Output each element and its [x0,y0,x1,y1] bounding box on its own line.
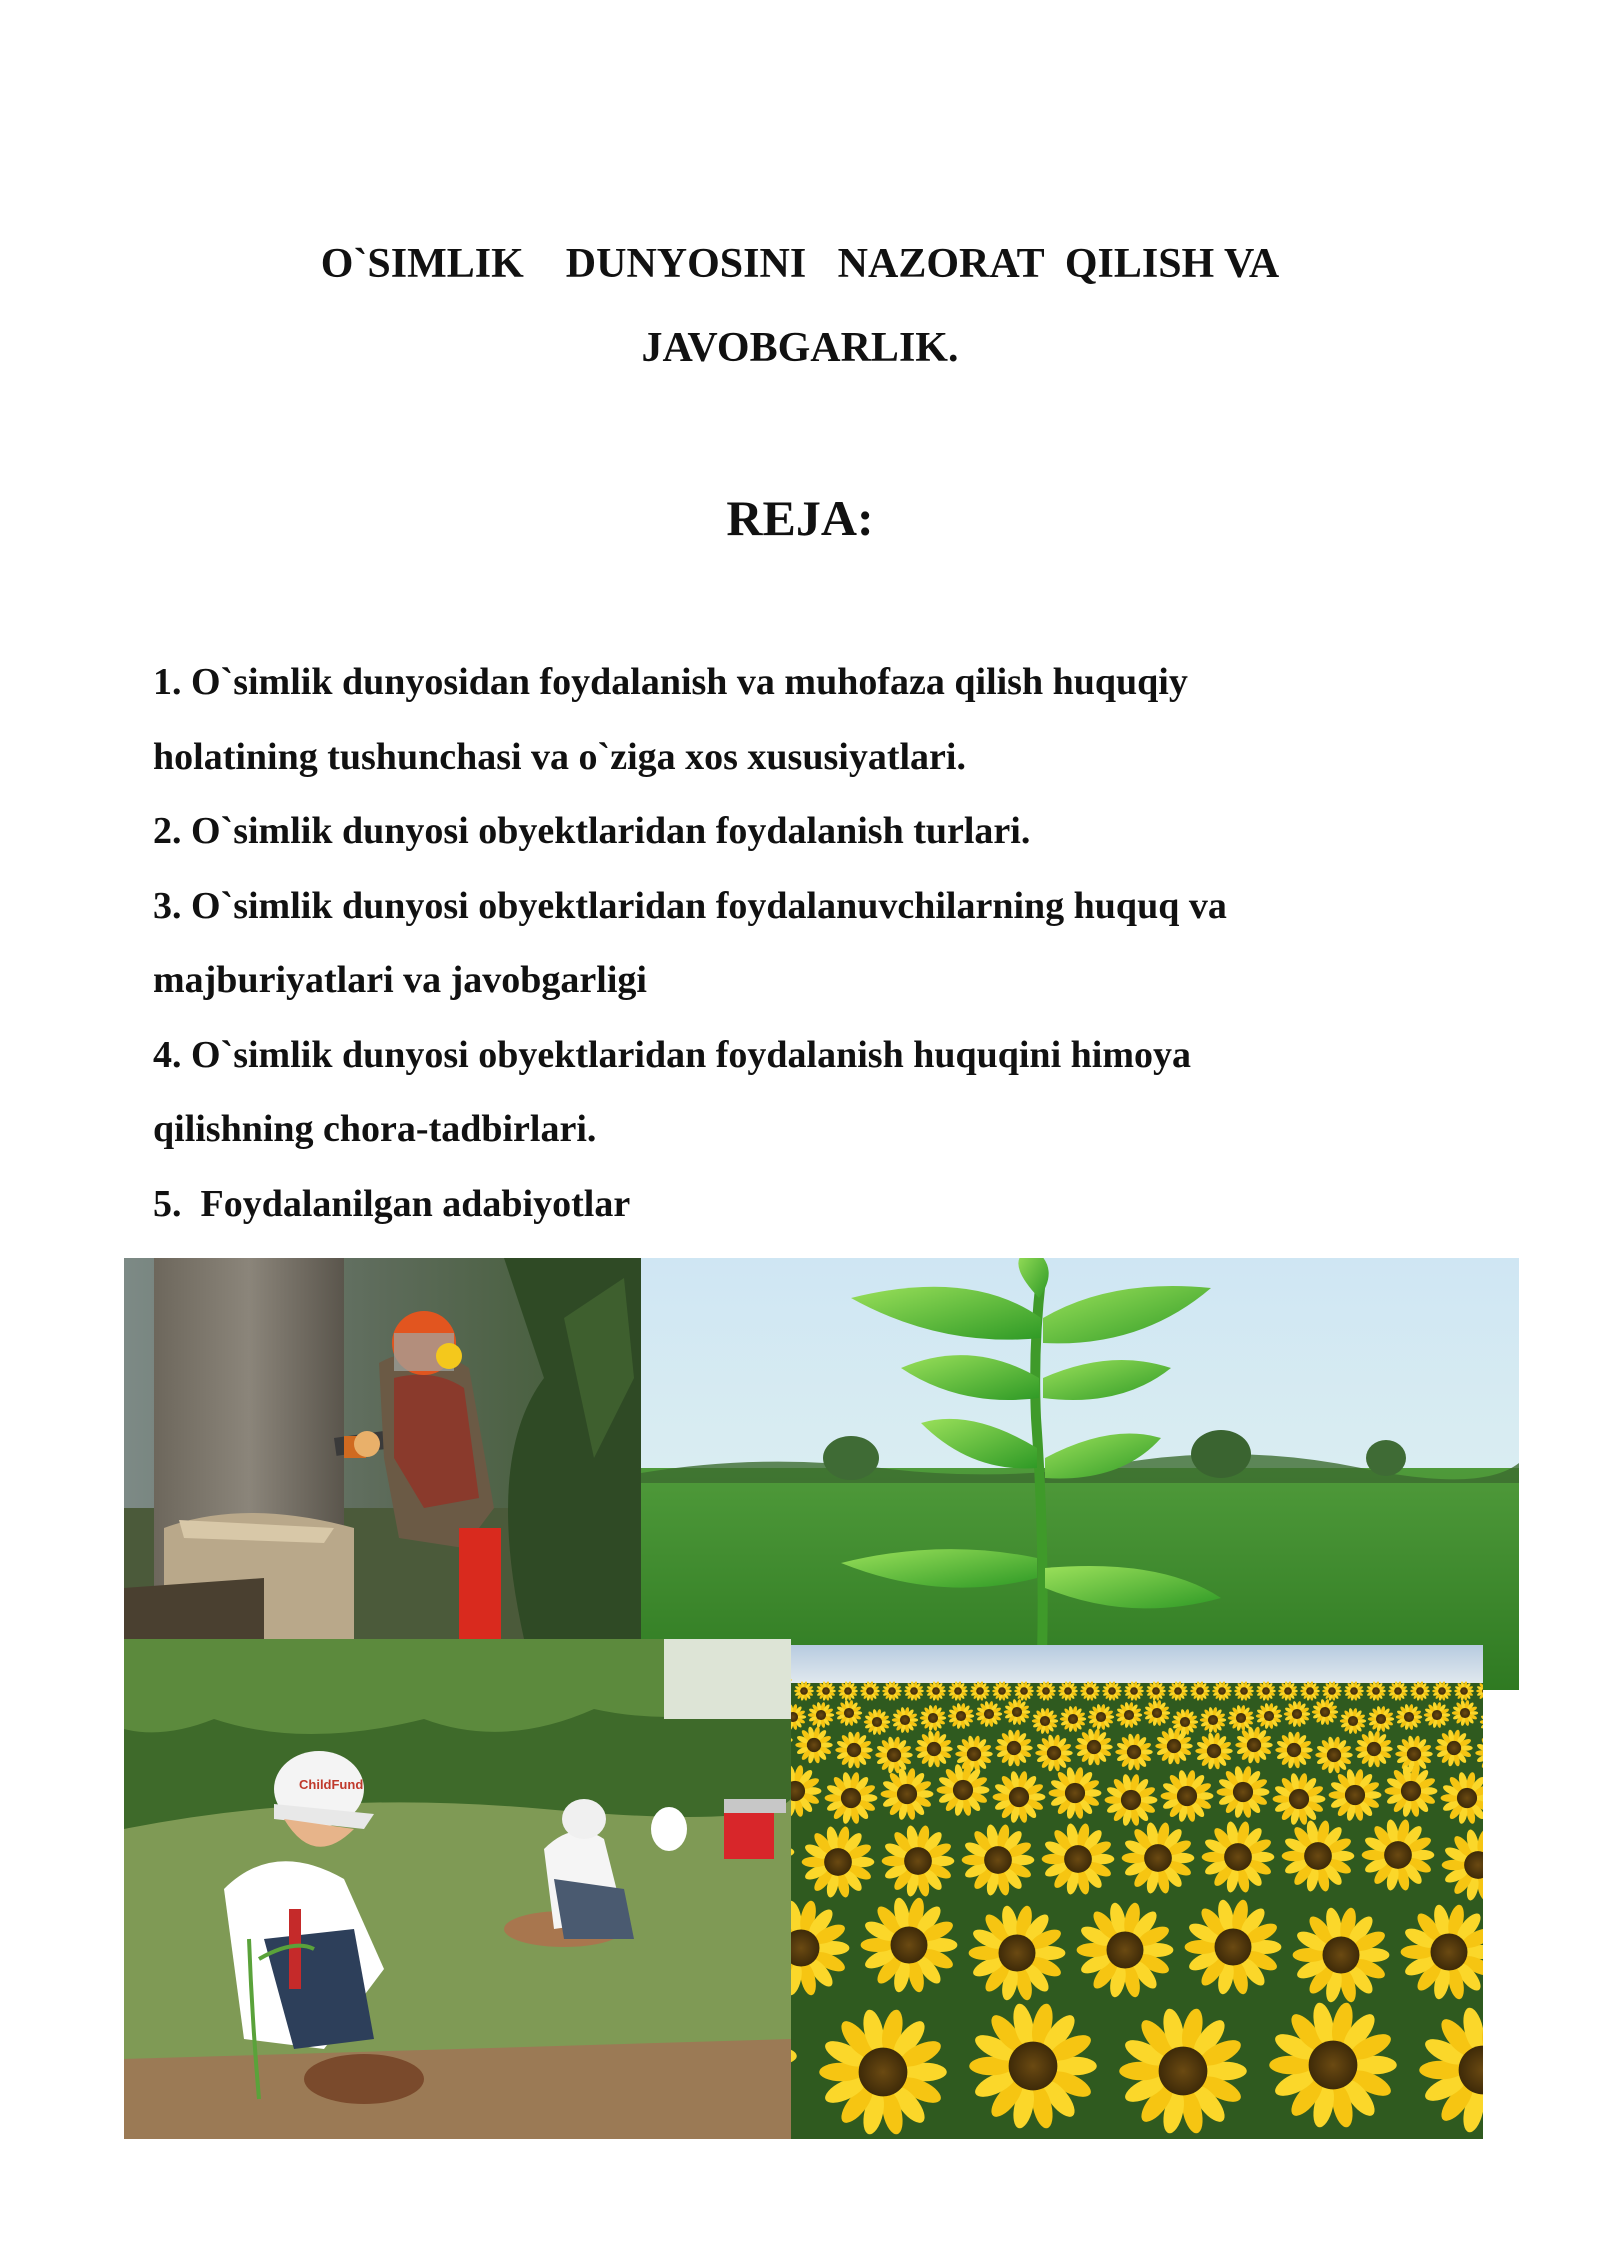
title-line-2: JAVOBGARLIK. [641,325,959,371]
title-line-1: O`SIMLIK DUNYOSINI NAZORAT QILISH VA [320,241,1280,287]
plan-item-3-line-2: majburiyatlari va javobgarligi [153,959,647,1001]
plan-item-5: 5. Foydalanilgan adabiyotlar [153,1182,631,1225]
plan-item-3-line-1: 3. O`simlik dunyosi obyektlaridan foydalanuvchilarning huquq va [153,884,1227,927]
plan-item-2: 2. O`simlik dunyosi obyektlaridan foydalanish turlari. [153,810,1031,852]
plan-heading: REJA: [726,490,874,546]
sunflower-field-photo [791,1645,1483,2139]
logger-photo [124,1258,641,1639]
plan-item-4-line-2: qilishning chora-tadbirlari. [153,1108,597,1150]
page-title [0,222,1600,390]
plan-list [153,645,1453,1241]
plan-item-4-line-1: 4. O`simlik dunyosi obyektlaridan foydalanish huquqini himoya [153,1033,1191,1076]
plan-item-1-line-1: 1. O`simlik dunyosidan foydalanish va muhofaza qilish huquqiy [153,661,1188,703]
tree-planting-photo [124,1639,791,2139]
childfund-cap-logo: ChildFund [299,1777,364,1792]
plan-item-1-line-2: holatining tushunchasi va o`ziga xos xususiyatlari. [153,735,966,778]
seedling-photo [641,1258,1519,1690]
